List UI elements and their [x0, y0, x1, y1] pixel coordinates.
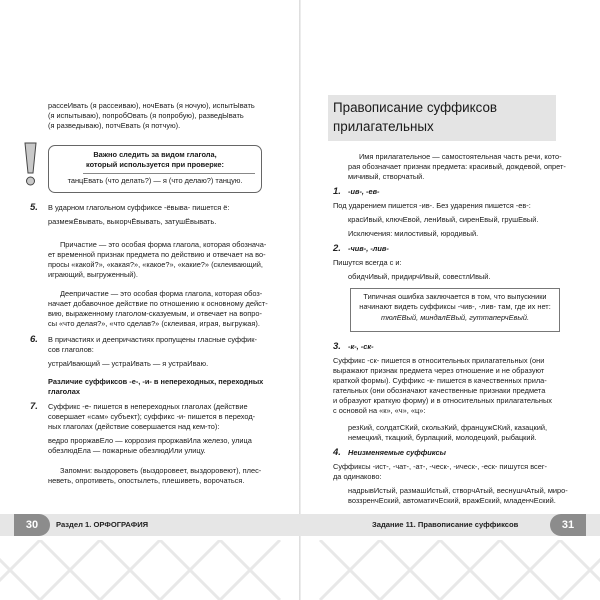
book-spine — [299, 0, 301, 600]
text-line: Под ударением пишется -ив-. Без ударения пишется -ев-: — [333, 201, 531, 210]
definition-line: Имя прилагательное — самостоятельная часть речи, кото- — [359, 152, 562, 161]
text-line: (я испытываю), попробОвать (я попробую), разведЫвать — [48, 111, 244, 120]
text-line: Суффиксы -ист-, -чат-, -ат-, -ческ-, -ическ-, -еск- пишутся всег- — [333, 462, 548, 471]
divider — [83, 173, 255, 174]
section-title: -чив-, -лив- — [348, 244, 389, 253]
item-number: 5. — [30, 202, 38, 213]
example-line: резКий, солдатСКий, скользКий, францужСКий, казацкий, — [348, 423, 548, 432]
example-line: обидчИвый, придирчИвый, совестлИвый. — [348, 272, 491, 281]
heading-box — [328, 95, 556, 141]
definition-line: рая обозначает признак предмета: красивый, дождевой, опрет- — [348, 162, 566, 171]
item-number: 3. — [333, 341, 341, 352]
text-line: Пишутся всегда с и: — [333, 258, 402, 267]
item-number: 7. — [30, 401, 38, 412]
text-line: и образуют краткую форму) и в относительных прилагательных — [333, 396, 552, 405]
definition-line: просы «какой?», «какая?», «какое?», «какие?» (склеивающий, — [48, 260, 263, 269]
definition-line: начает добавочное действие по отношению к основному дейст- — [48, 299, 268, 308]
text-line: Суффикс -ск- пишется в относительных прилагательных (они — [333, 356, 545, 365]
definition-line: сы «что делая?», «что сделав?» (склеивая, играя, выгружая). — [48, 319, 260, 328]
text-line: В ударном глагольном суффиксе -ёвыва- пишется ё: — [48, 203, 230, 212]
page-number: 30 — [14, 514, 50, 536]
item-number: 2. — [333, 243, 341, 254]
definition-line: ет временной признак предмета по действию и отвечает на во- — [48, 250, 266, 259]
example-line: ведро проржавЕло — коррозия проржавИла железо, улица — [48, 436, 252, 445]
text-line: да одинаково: — [333, 472, 382, 481]
text-line: Суффикс -е- пишется в непереходных глаголах (действие — [48, 402, 248, 411]
decorative-pattern — [0, 540, 600, 600]
definition-line: Деепричастие — это особая форма глагола, которая обоз- — [60, 289, 263, 298]
page-heading: прилагательных — [333, 119, 434, 134]
remember-line: Запомни: выздороветь (выздоровеет, выздоровеют), плес- — [60, 466, 262, 475]
item-number: 4. — [333, 447, 341, 458]
section-title: -к-, -ск- — [348, 342, 374, 351]
remember-line: неветь, опротиветь, опостылеть, плешиветь, ворочаться. — [48, 476, 245, 485]
definition-line: играющий, выгруженный). — [48, 270, 138, 279]
text-line: совершает «сам» субъект); суффикс -и- пишется в переход- — [48, 412, 256, 421]
callout-text: Важно следить за видом глагола, который используется при проверке: — [86, 150, 224, 169]
example-line: воззренчЕский, автоматичЕский, вражЕский, младенчЕский. — [348, 496, 556, 505]
subheading: глаголах — [48, 387, 80, 396]
text-line: краткой формы). Суффикс -к- пишется в качественных прила- — [333, 376, 547, 385]
example-line: красИвый, ключЕвой, ленИвый, сиренЕвый, грушЕвый. — [348, 215, 539, 224]
text-line: ных глаголах (действие совершается над кем-то): — [48, 422, 220, 431]
page-number: 31 — [550, 514, 586, 536]
text-line: (я разведываю), потчЕвать (я потчую). — [48, 121, 181, 130]
definition-line: мичивый, створчатый. — [348, 172, 425, 181]
example-line: надрывИстый, размашИстый, створчАтый, веснушчАтый, миро- — [348, 486, 568, 495]
text-line: рассеИвать (я рассеиваю), ночЕвать (я ночую), испытЫвать — [48, 101, 255, 110]
text-line: сов глаголов: — [48, 345, 94, 354]
exclamation-icon — [20, 141, 40, 189]
item-number: 1. — [333, 186, 341, 197]
definition-line: Причастие — это особая форма глагола, которая обознача- — [60, 240, 267, 249]
section-title: -ив-, -ев- — [348, 187, 380, 196]
note-text: Типичная ошибка заключается в том, что выпускники начинают видеть суффиксы -чив-, -лив- там, где их нет: тюлЕВый, миндалЕВый, гуттаперчЕвый. — [359, 292, 551, 322]
text-line: размежЁвывать, выкорчЁвывать, затушЁвывать. — [48, 217, 217, 226]
item-number: 6. — [30, 334, 38, 345]
task-label: Задание 11. Правописание суффиксов — [372, 520, 519, 529]
callout-example: танцЕвать (что делать?) — я (что делаю?) танцую. — [67, 176, 243, 185]
exceptions-line: Исключения: милостивый, юродивый. — [348, 229, 479, 238]
text-line: выражают признак предмета через отношение и не образуют — [333, 366, 545, 375]
example-line: устраИвающий — устраИвать — я устраИваю. — [48, 359, 209, 368]
subheading: Различие суффиксов -е-, -и- в непереходных, переходных — [48, 377, 264, 386]
definition-line: вию, выраженному глаголом-сказуемым, и отвечает на вопро- — [48, 309, 262, 318]
right-page — [300, 0, 600, 600]
example-line: обезлюдЕла — пожарные обезлюдИли улицу. — [48, 446, 206, 455]
text-line: с основой на «к», «ч», «ц»: — [333, 406, 426, 415]
section-title: Неизменяемые суффиксы — [348, 448, 446, 457]
example-line: немецкий, ткацкий, бурлацкий, молодецкий, рыбацкий. — [348, 433, 537, 442]
section-label: Раздел 1. ОРФОГРАФИЯ — [56, 520, 149, 529]
page-heading: Правописание суффиксов — [333, 100, 498, 115]
text-line: В причастиях и деепричастиях пропущены гласные суффик- — [48, 335, 257, 344]
note-box — [350, 288, 560, 332]
callout-box — [48, 145, 262, 193]
text-line: гательных (они обозначают качественные признаки предмета — [333, 386, 546, 395]
